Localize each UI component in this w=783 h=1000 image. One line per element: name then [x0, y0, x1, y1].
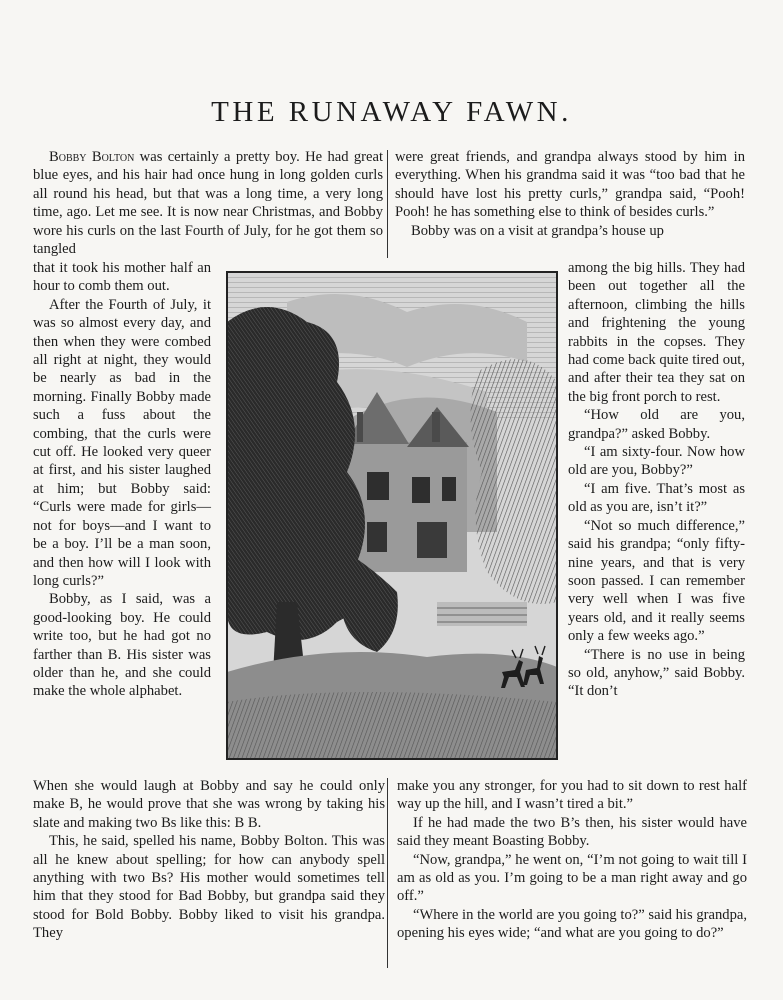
- paragraph: If he had made the two B’s then, his sister would have said they meant Boasting Bobby.: [397, 814, 747, 850]
- story-title: THE RUNAWAY FAWN.: [211, 96, 572, 128]
- right-column-top: [395, 148, 745, 240]
- paragraph: This, he said, spelled his name, Bobby Bolton. This was all he knew about spelling; for how can anybody spell anything with two Bs? His mother would sometimes tell him that they stood for Bad Bobby, but grandpa said they stood for Bold Bobby. Bobby liked to visit his grandpa. They: [33, 833, 385, 942]
- right-column-narrow: [568, 259, 745, 701]
- left-column-top: [33, 148, 383, 258]
- paragraph: When she would laugh at Bobby and say he could only make B, he would prove that she was wrong by taking his slate and making two Bs like this: B B.: [33, 778, 385, 831]
- paragraph: make you any stronger, for you had to sit down to rest half way up the hill, and I wasn’t tired a bit.”: [397, 778, 747, 813]
- lead-name: Bobby Bolton: [49, 149, 135, 165]
- paragraph: “I am sixty-four. Now how old are you, Bobby?”: [568, 444, 745, 479]
- paragraph: “There is no use in being so old, anyhow,” said Bobby. “It don’t: [568, 646, 745, 700]
- paragraph: “Now, grandpa,” he went on, “I’m not going to wait till I am as old as you. I’m going to be a man right away and go off.”: [397, 851, 747, 905]
- paragraph: Bobby was on a visit at grandpa’s house up: [411, 222, 664, 239]
- engraving-illustration: [226, 271, 558, 760]
- paragraph-text: was certainly a pretty boy. He had great blue eyes, and his hair had once hung in long golden curls all round his head, but that was a long time, a very long time, ago. Let me see. It is now near Christmas, and Bobby wore his curls on the last Fourth of July, for he got them so tangled: [33, 149, 384, 258]
- column-rule-bottom: [387, 778, 388, 968]
- paragraph: “Where in the world are you going to?” said his grandpa, opening his eyes wide; “and what are you going to do?”: [397, 906, 747, 942]
- paragraph: After the Fourth of July, it was so almost every day, and then when they were combed all right at night, they would be nearly as bad in the morning. Finally Bobby made such a fuss about the combing, that the curls were cut off. He looked very queer at first, and his sister laughed at him; but Bobby said: “Curls were made for girls—not for boys—and I want to be a boy. I’ll be a man soon, and then how will I look with long curls?”: [33, 296, 211, 589]
- paragraph: that it took his mother half an hour to comb them out.: [33, 260, 211, 295]
- engraving-scene: [227, 272, 557, 759]
- paragraph: [33, 148, 383, 258]
- paragraph: Bobby, as I said, was a good-looking boy. He could write too, but he had got no farther than B. His sister was older than he, and she could make the whole alphabet.: [33, 591, 211, 700]
- left-column-bottom: [33, 777, 385, 943]
- right-column-bottom: [397, 777, 747, 943]
- paragraph: “How old are you, grandpa?” asked Bobby.: [568, 407, 745, 442]
- paragraph: “Not so much difference,” said his grandpa; “only fifty-nine years, and that is very soon passed. I can remember very well when I was five years old, and it really seems only a few weeks ago.”: [568, 517, 745, 645]
- paragraph: among the big hills. They had been out together all the afternoon, climbing the hills and frightening the young rabbits in the copses. They had come back quite tired out, and after their tea they sat on the big front porch to rest.: [568, 260, 745, 405]
- column-rule-top: [387, 150, 388, 258]
- left-column-narrow: [33, 259, 211, 701]
- paragraph: “I am five. That’s most as old as you are, isn’t it?”: [568, 480, 745, 516]
- paragraph: were great friends, and grandpa always stood by him in everything. When his grandma said it was “too bad that he should have lost his pretty curls,” grandpa said, “Pooh! Pooh! he has something else to think of besides curls.”: [395, 149, 745, 221]
